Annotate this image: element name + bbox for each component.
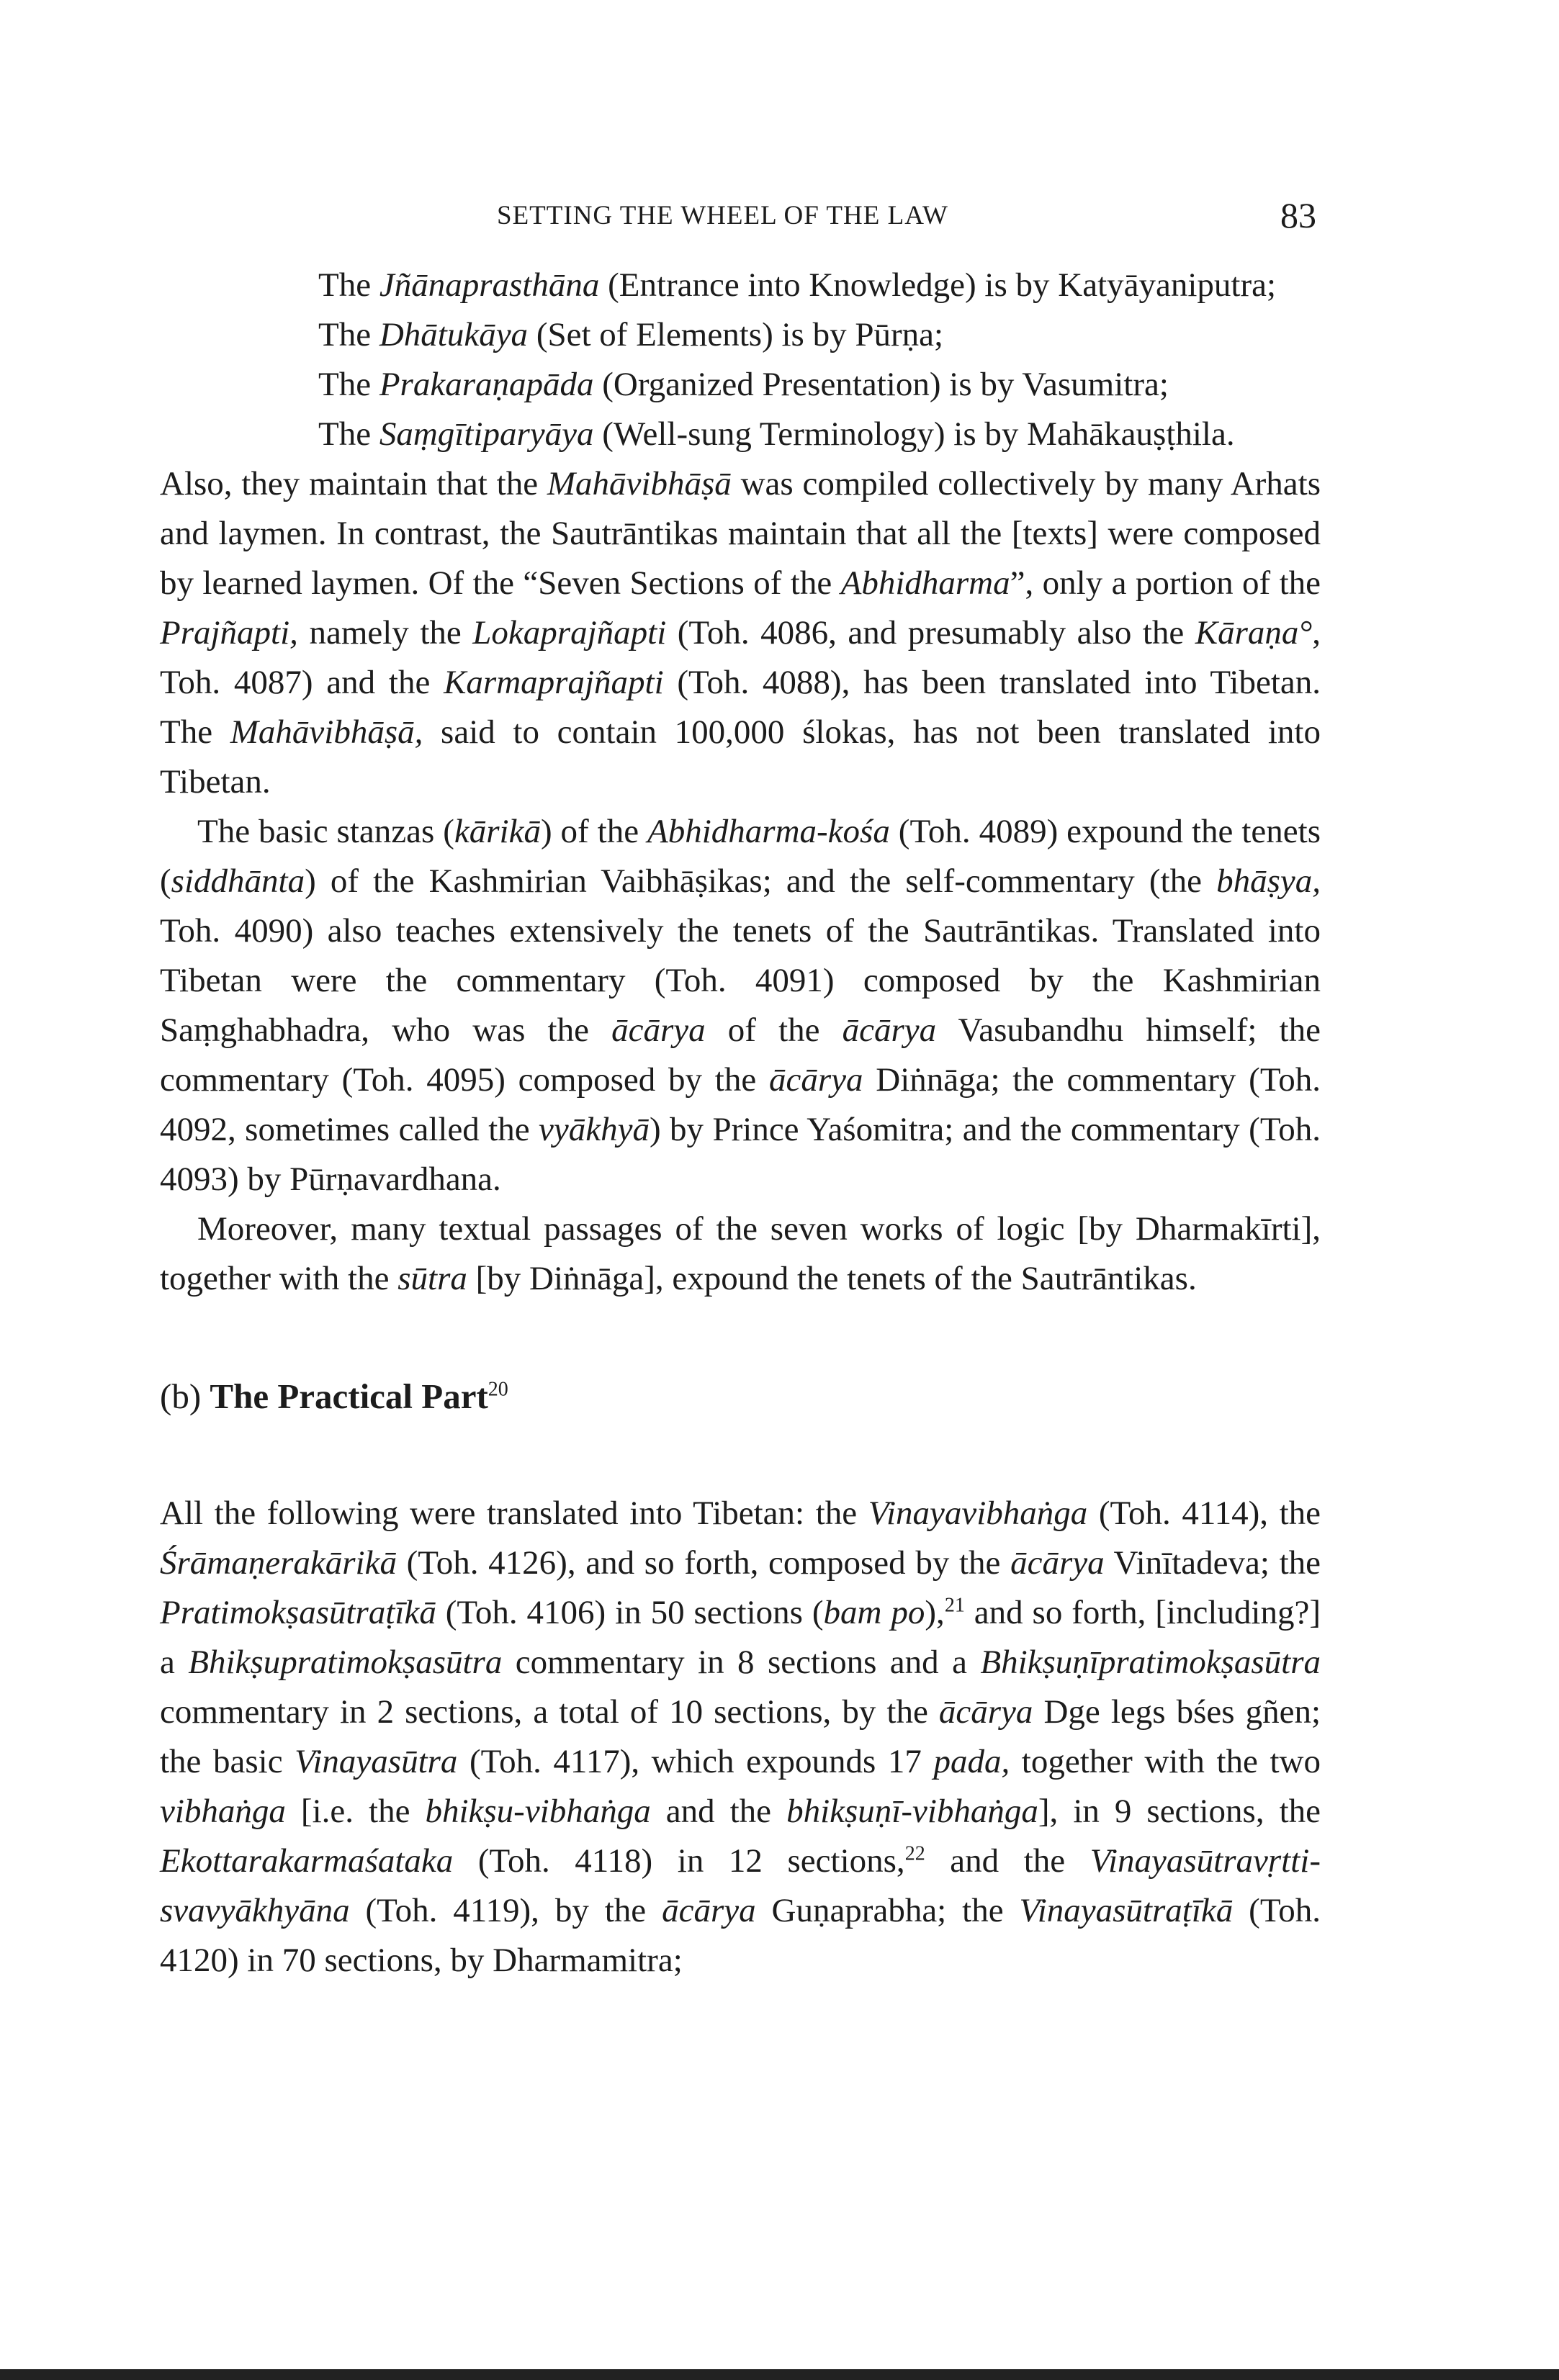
paragraph-vinaya: All the following were translated into Tibetan: the Vinayavibhaṅga (Toh. 4114), the Śrāmaṇerakārikā (Toh. 4126), and so forth, composed by the ācārya Vinītadeva; the Pratimokṣasūtraṭīkā (Toh. 4106) in 50 sections (bam po),$^{21}$ and so forth, [including?] a Bhikṣupratimokṣasūtra commentary in 8 sections and a Bhikṣuṇīpratimokṣasūtra commentary in 2 sections, a total of 10 sections, by the ācārya Dge legs bśes gñen; the basic Vinayasūtra (Toh. 4117), which expounds 17 pada, together with the two vibhaṅga [i.e. the bhikṣu-vibhaṅga and the bhikṣuṇī-vibhaṅga], in 9 sections, the Ekottarakarmaśataka (Toh. 4118) in 12 sections,$^{22}$ and the Vinayasūtravṛtti-svavyākhyāna (Toh. 4119), by the ācārya Guṇaprabha; the Vinayasūtraṭīkā (Toh. 4120) in 70 sections, by Dharmamitra; (160, 1495, 1321, 1979)
paragraph-abhidharma-kosa: The basic stanzas (kārikā) of the Abhidharma-kośa (Toh. 4089) expound the tenets (siddhānta) of the Kashmirian Vaibhāṣikas; and the self-commentary (the bhāṣya, Toh. 4090) also teaches extensively the tenets of the Sautrāntikas. Translated into Tibetan were the commentary (Toh. 4091) composed by the Kashmirian Saṃghabhadra, who was the ācārya of the ācārya Vasubandhu himself; the commentary (Toh. 4095) composed by the ācārya Diṅnāga; the commentary (Toh. 4092, sometimes called the vyākhyā) by Prince Yaśomitra; and the commentary (Toh. 4093) by Pūrṇavardhana. (160, 813, 1321, 1198)
scan-edge-bar (0, 2369, 1559, 2380)
body-text (160, 261, 1321, 1985)
footnote-ref: 21 (944, 1594, 965, 1617)
paragraph-logic-works: Moreover, many textual passages of the seven works of logic [by Dharmakīrti], together with the sūtra [by Diṅnāga], expound the tenets of the Sautrāntikas. (160, 1210, 1321, 1297)
footnote-ref: 20 (488, 1378, 508, 1401)
list-item: The Prakaraṇapāda (Organized Presentation) is by Vasumitra; (318, 366, 1169, 403)
list-item: The Saṃgītiparyāya (Well-sung Terminology) is by Mahākauṣṭhila. (318, 415, 1235, 453)
page-number: 83 (1280, 195, 1316, 235)
footnote-ref: 22 (904, 1842, 925, 1865)
list-item: The Jñānaprasthāna (Entrance into Knowledge) is by Katyāyaniputra; (318, 266, 1277, 304)
list-item: The Dhātukāya (Set of Elements) is by Pūrṇa; (318, 316, 944, 353)
paragraph-mahavibhasa: Also, they maintain that the Mahāvibhāṣā was compiled collectively by many Arhats and laymen. In contrast, the Sautrāntikas maintain that all the [texts] were composed by learned laymen. Of the “Seven Sections of the Abhidharma”, only a portion of the Prajñapti, namely the Lokaprajñapti (Toh. 4086, and presumably also the Kāraṇa°, Toh. 4087) and the Karmaprajñapti (Toh. 4088), has been translated into Tibetan. The Mahāvibhāṣā, said to contain 100,000 ślokas, has not been translated into Tibetan. (160, 465, 1321, 801)
running-title: SETTING THE WHEEL OF THE LAW (497, 201, 948, 230)
section-heading: (b) The Practical Part$^{20}$ (160, 1376, 508, 1416)
running-head (0, 195, 1559, 243)
abhidharma-authors-list (318, 261, 1321, 459)
